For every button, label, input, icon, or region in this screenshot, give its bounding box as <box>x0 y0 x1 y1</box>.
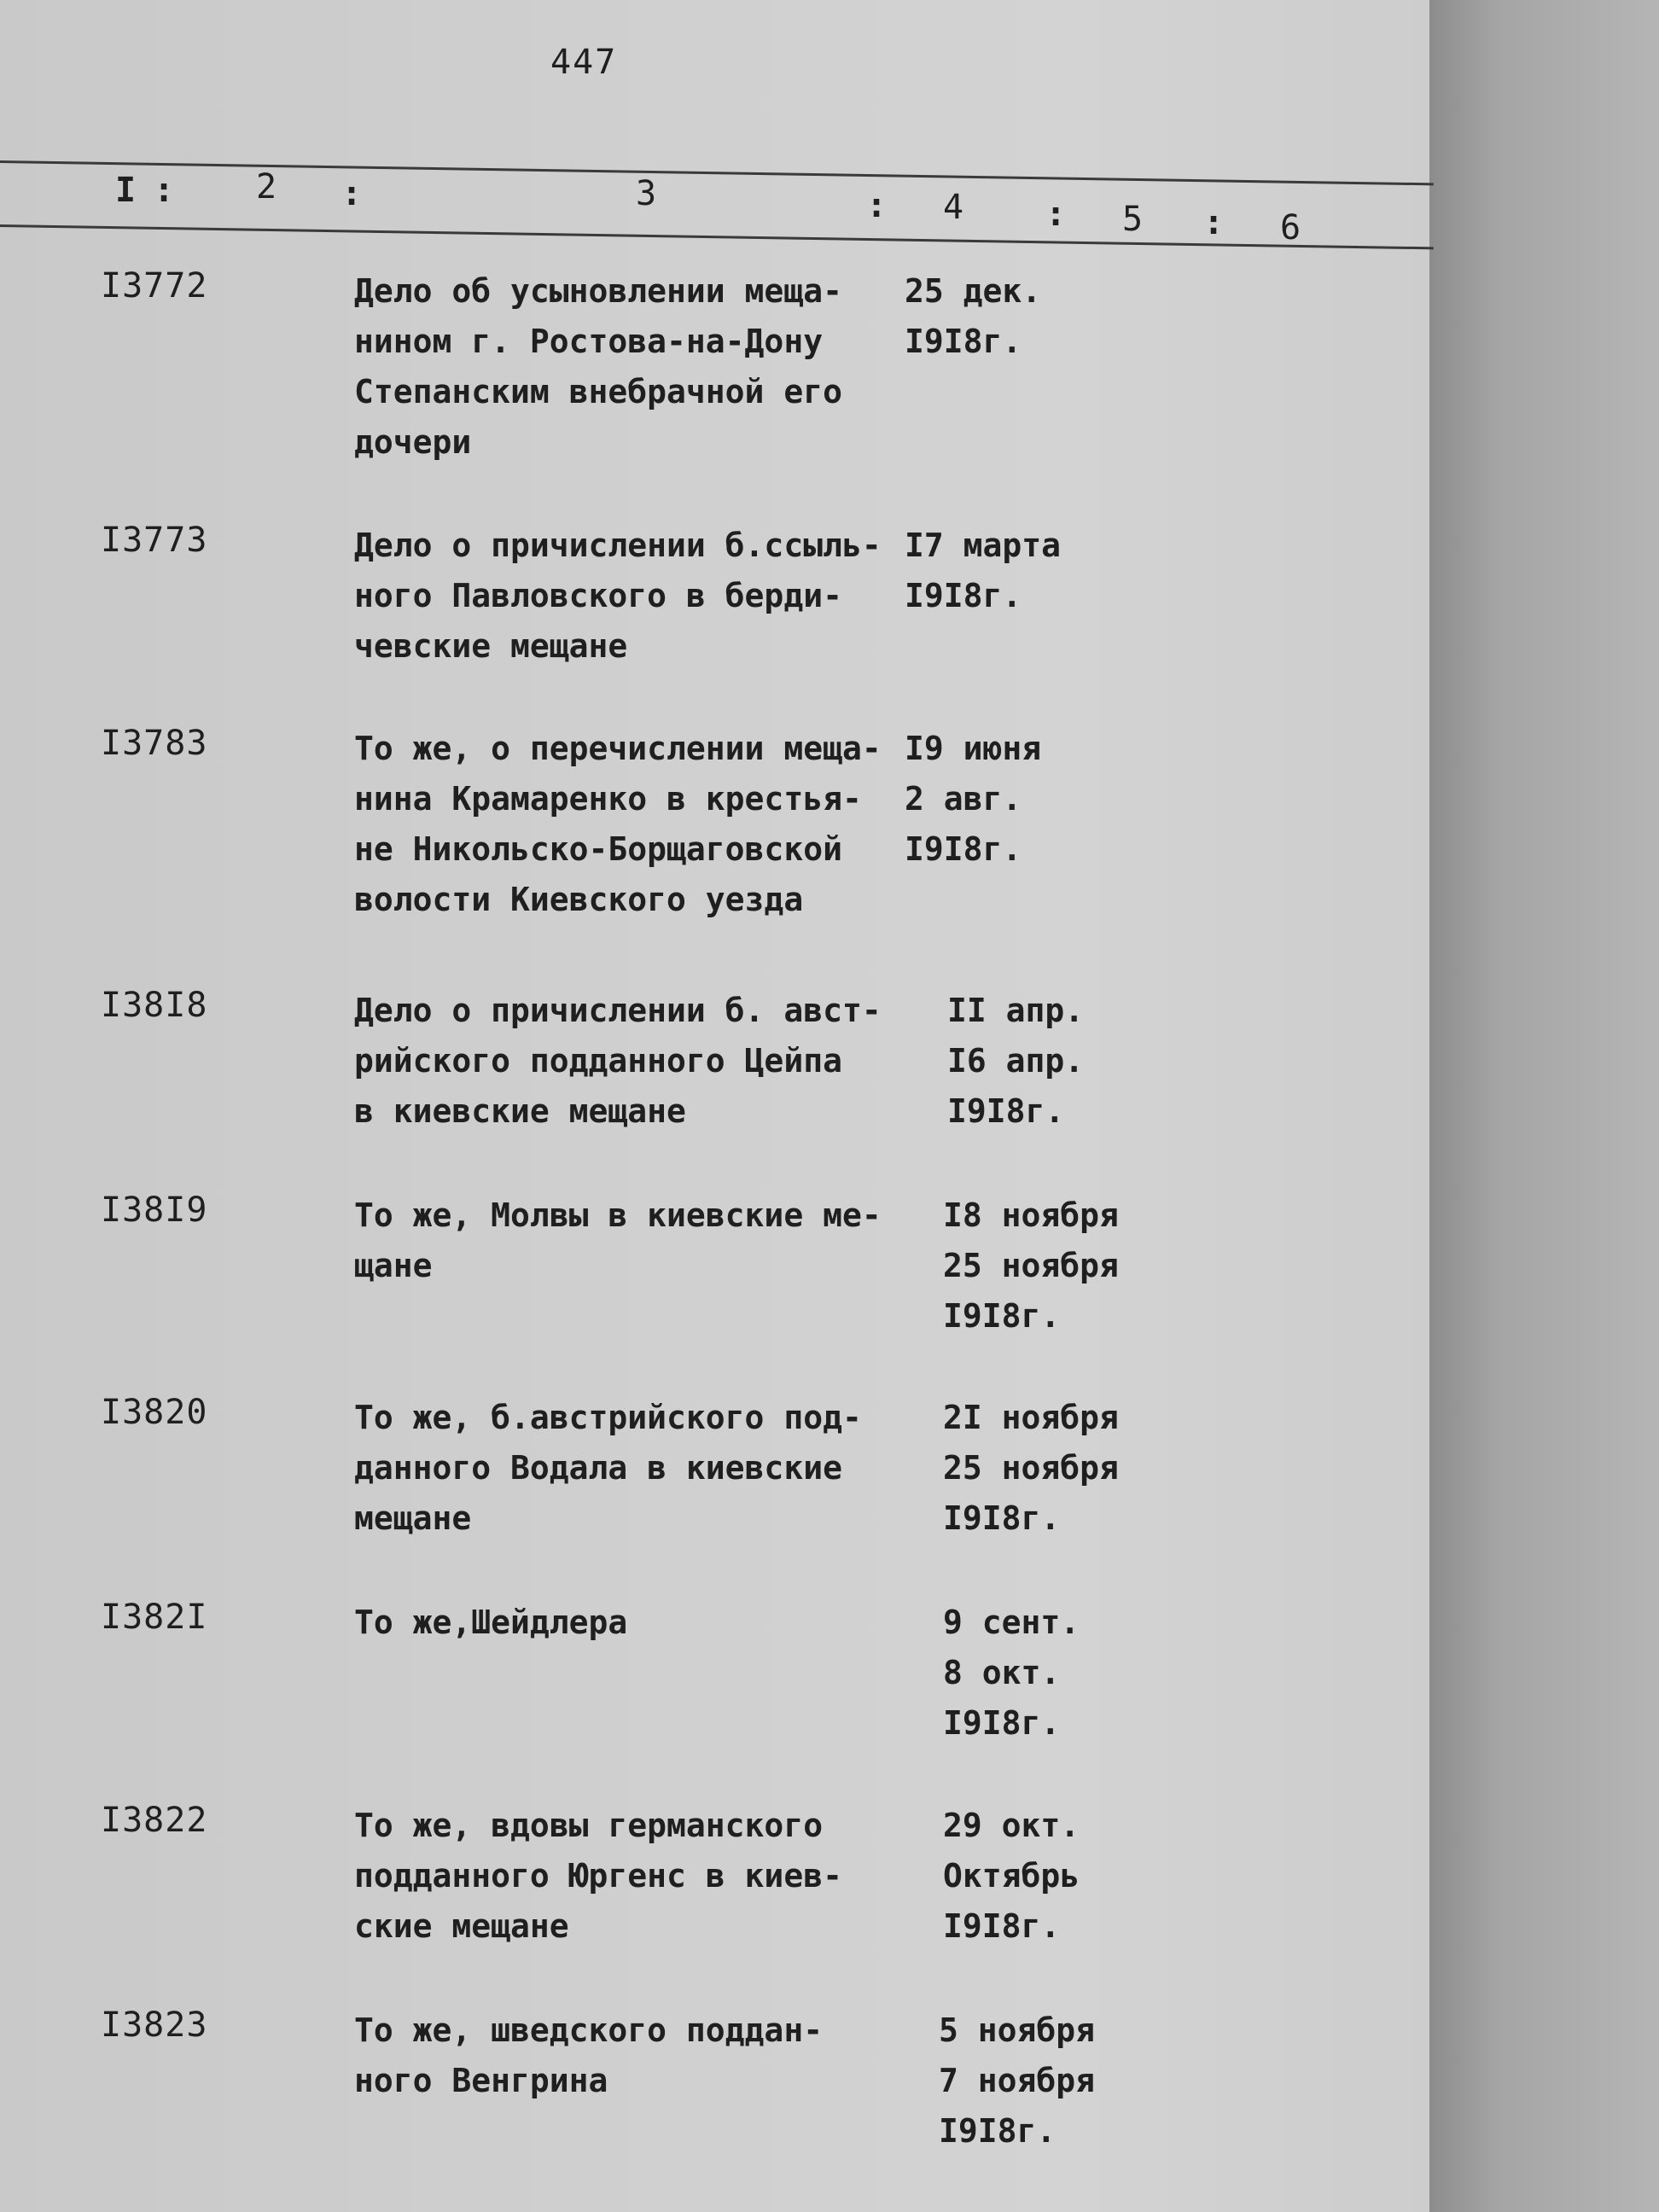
entry-date-line: 25 ноября <box>943 1247 1119 1284</box>
entry-title <box>354 521 917 672</box>
entry-title-line: Дело об усыновлении меща- <box>354 272 842 310</box>
entry-number: I3783 <box>101 724 208 763</box>
entry-title <box>354 986 917 1137</box>
entry-dates <box>943 1598 1080 1749</box>
entry-date-line: I9I8г. <box>905 577 1022 614</box>
column-separator: : <box>154 171 175 210</box>
entry-title-line: ного Венгрина <box>354 2062 608 2099</box>
entry-title <box>354 1801 917 1952</box>
entry-date-line: 7 ноября <box>939 2062 1096 2099</box>
column-separator: : <box>1045 195 1067 234</box>
entry-date-line: 8 окт. <box>943 1654 1061 1691</box>
entry-number: I3820 <box>101 1393 208 1432</box>
column-header-2: 2 <box>256 167 277 207</box>
entry-title-line: ного Павловского в берди- <box>354 577 842 614</box>
entry-title-line: щане <box>354 1247 433 1284</box>
entry-title-line: Дело о причислении б. авст- <box>354 992 882 1029</box>
entry-date-line: 9 сент. <box>943 1604 1080 1641</box>
entry-title-line: не Никольско-Борщаговской <box>354 830 842 868</box>
entry-date-line: I6 апр. <box>947 1042 1085 1080</box>
entry-title <box>354 1190 917 1291</box>
entry-title <box>354 266 917 468</box>
entry-number: I3773 <box>101 521 208 560</box>
entry-date-line: I9I8г. <box>943 1907 1061 1945</box>
entry-title-line: нином г. Ростова-на-Дону <box>354 323 824 360</box>
entry-date-line: I9 июня <box>905 730 1042 767</box>
entry-title-line: То же,Шейдлера <box>354 1604 628 1641</box>
entry-date-line: I9I8г. <box>939 2112 1057 2150</box>
entry-title-line: волости Киевского уезда <box>354 881 804 918</box>
column-header-3: 3 <box>636 174 657 213</box>
entry-number: I38I9 <box>101 1190 208 1230</box>
column-header-5: 5 <box>1122 200 1144 239</box>
entry-title-line: То же, вдовы германского <box>354 1807 824 1844</box>
entry-date-line: 5 ноября <box>939 2011 1096 2049</box>
entry-title-line: чевские мещане <box>354 627 628 665</box>
column-separator: : <box>866 186 888 225</box>
entry-date-line: 25 ноября <box>943 1449 1119 1487</box>
column-header-4: 4 <box>943 188 964 227</box>
entry-title-line: данного Водала в киевские <box>354 1449 842 1487</box>
entry-title-line: Степанским внебрачной его <box>354 373 842 410</box>
entry-dates <box>943 1190 1119 1342</box>
entry-title-line: нина Крамаренко в крестья- <box>354 780 862 818</box>
entry-title-line: Дело о причислении б.ссыль- <box>354 527 882 564</box>
entry-number: I38I8 <box>101 986 208 1025</box>
entry-title-line: рийского подданного Цейпа <box>354 1042 842 1080</box>
entry-date-line: I9I8г. <box>905 830 1022 868</box>
entry-title-line: ские мещане <box>354 1907 569 1945</box>
entry-title <box>354 1393 917 1544</box>
page-number: 447 <box>550 43 618 82</box>
entry-number: I3772 <box>101 266 208 306</box>
entry-date-line: I9I8г. <box>905 323 1022 360</box>
entry-dates <box>943 1801 1080 1952</box>
entry-date-line: II апр. <box>947 992 1085 1029</box>
entry-title <box>354 724 917 925</box>
entry-dates <box>939 2005 1095 2157</box>
entry-date-line: I7 марта <box>905 527 1062 564</box>
entry-dates <box>943 1393 1119 1544</box>
entry-date-line: I9I8г. <box>943 1704 1061 1742</box>
entry-title-line: То же, шведского поддан- <box>354 2011 824 2049</box>
entry-dates <box>947 986 1084 1137</box>
entry-date-line: Октябрь <box>943 1857 1080 1895</box>
entry-title-line: То же, Молвы в киевские ме- <box>354 1196 882 1234</box>
entry-date-line: I9I8г. <box>947 1092 1065 1130</box>
entry-date-line: 2 авг. <box>905 780 1022 818</box>
entry-number: I382I <box>101 1598 208 1637</box>
entry-date-line: 29 окт. <box>943 1807 1080 1844</box>
entry-date-line: I9I8г. <box>943 1297 1061 1335</box>
entry-date-line: I8 ноября <box>943 1196 1119 1234</box>
entry-dates <box>905 724 1041 875</box>
entry-title-line: То же, о перечислении меща- <box>354 730 882 767</box>
column-separator: : <box>341 174 363 213</box>
entry-dates <box>905 266 1041 367</box>
entry-title-line: То же, б.австрийского под- <box>354 1399 862 1436</box>
entry-number: I3822 <box>101 1801 208 1840</box>
entry-title-line: дочери <box>354 423 472 461</box>
column-header-6: 6 <box>1280 208 1301 247</box>
entry-title-line: подданного Юргенс в киев- <box>354 1857 842 1895</box>
entry-date-line: 25 дек. <box>905 272 1042 310</box>
entry-number: I3823 <box>101 2005 208 2045</box>
entry-date-line: I9I8г. <box>943 1499 1061 1537</box>
entry-title-line: в киевские мещане <box>354 1092 686 1130</box>
page-edge-shadow <box>1429 0 1659 2212</box>
entry-date-line: 2I ноября <box>943 1399 1119 1436</box>
entry-title <box>354 2005 917 2106</box>
column-header-1: I <box>115 171 137 210</box>
entry-dates <box>905 521 1061 621</box>
entry-title <box>354 1598 917 1648</box>
column-separator: : <box>1203 203 1225 242</box>
entry-title-line: мещане <box>354 1499 472 1537</box>
